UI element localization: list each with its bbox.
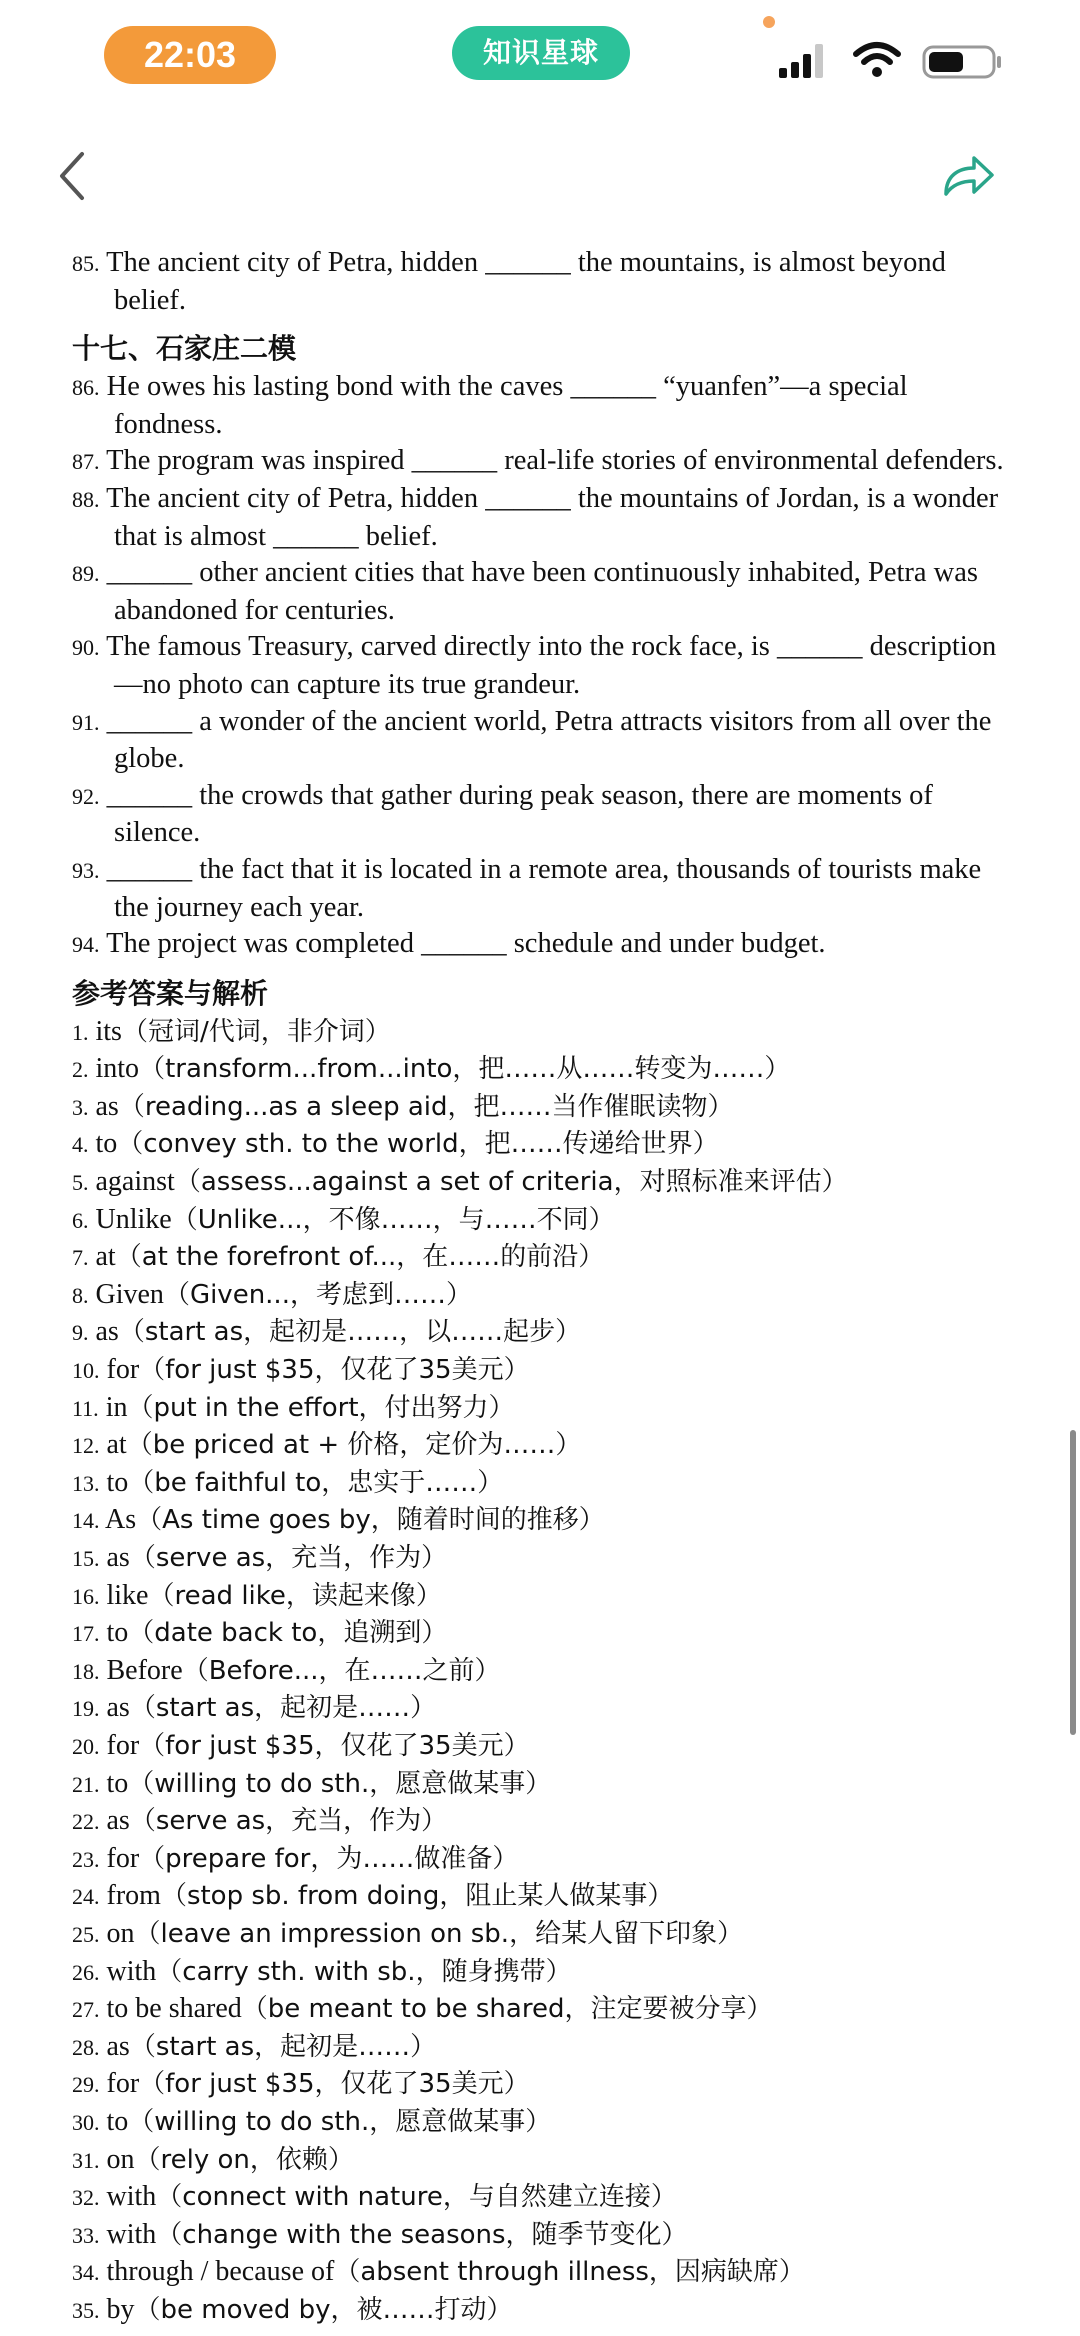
answer-number: 5. [72, 1170, 89, 1196]
answer-item [72, 1126, 1022, 1164]
answer-explanation: （connect with nature，与自然建立连接） [156, 2182, 677, 2213]
answer-explanation: （start as，起初是……，以……起步） [118, 1317, 582, 1348]
answer-word: through / because of [106, 2256, 335, 2288]
answer-item [72, 1653, 1022, 1691]
answer-explanation: （put in the effort，付出努力） [127, 1392, 515, 1423]
answer-number: 27. [72, 1997, 100, 2023]
question-number: 91. [72, 709, 100, 735]
answer-word: As [104, 1504, 137, 1536]
answer-item [72, 1352, 1022, 1390]
question-text: The ancient city of Petra, hidden ______ the mountains of Jordan, is a wonder that is almost ______ belief. [106, 482, 999, 552]
document-content [72, 245, 1022, 2329]
question-text: ______ the crowds that gather during peak season, there are moments of silence. [106, 779, 933, 849]
answer-number: 34. [72, 2260, 100, 2286]
answer-number: 25. [72, 1921, 100, 1947]
answer-word: its [95, 1015, 122, 1047]
question-item [72, 629, 1022, 703]
answer-word: in [105, 1391, 128, 1423]
answer-word: to [106, 1767, 129, 1799]
answer-word: as [106, 2030, 130, 2062]
answer-number: 13. [72, 1470, 100, 1496]
answer-number: 33. [72, 2222, 100, 2248]
answer-item [72, 1728, 1022, 1766]
answer-word: like [106, 1579, 149, 1611]
question-number: 87. [72, 449, 100, 475]
answer-number: 29. [72, 2072, 100, 2098]
answer-number: 10. [72, 1358, 100, 1384]
answer-word: for [106, 2068, 140, 2100]
answer-number: 11. [72, 1395, 99, 1421]
answer-number: 23. [72, 1846, 100, 1872]
answer-number: 3. [72, 1094, 89, 1120]
answer-item [72, 1615, 1022, 1653]
answer-explanation: （for just $35，仅花了35美元） [139, 1355, 530, 1386]
answer-number: 18. [72, 1658, 100, 1684]
answer-item [72, 2254, 1022, 2292]
question-item [72, 369, 1022, 443]
answer-explanation: （absent through illness，因病缺席） [334, 2257, 805, 2288]
question-item [72, 704, 1022, 778]
recording-dot-indicator [763, 16, 775, 28]
answer-number: 19. [72, 1696, 100, 1722]
answer-explanation: （start as，起初是……） [129, 2031, 437, 2062]
answer-item [72, 2217, 1022, 2255]
answer-item [72, 2292, 1022, 2330]
answer-word: Before [106, 1654, 183, 1686]
answer-word: to [106, 1466, 129, 1498]
answer-explanation: （read like，读起来像） [148, 1580, 442, 1611]
question-text: ______ the fact that it is located in a remote area, thousands of tourists make the journey each year. [106, 853, 982, 923]
answer-word: for [106, 1842, 140, 1874]
answer-explanation: （for just $35，仅花了35美元） [139, 1730, 530, 1761]
answer-number: 6. [72, 1207, 89, 1233]
answer-item [72, 1502, 1022, 1540]
answer-number: 20. [72, 1733, 100, 1759]
answer-explanation: （Before...，在……之前） [182, 1655, 501, 1686]
question-number: 88. [72, 486, 100, 512]
answer-explanation: （willing to do sth.，愿意做某事） [128, 2106, 552, 2137]
answer-number: 35. [72, 2297, 100, 2323]
answer-number: 9. [72, 1320, 89, 1346]
answer-word: to [106, 1617, 129, 1649]
answer-item [72, 1314, 1022, 1352]
answer-number: 17. [72, 1621, 100, 1647]
answer-explanation: （冠词/代词，非介词） [121, 1016, 391, 1047]
answer-word: for [106, 1354, 140, 1386]
answer-item [72, 1916, 1022, 1954]
answer-number: 26. [72, 1959, 100, 1985]
answer-explanation: （reading...as a sleep aid，把……当作催眠读物） [118, 1091, 734, 1122]
answer-item [72, 1202, 1022, 1240]
answer-word: Unlike [95, 1203, 172, 1235]
answer-number: 15. [72, 1546, 100, 1571]
answer-word: to [95, 1128, 118, 1160]
question-number: 94. [72, 932, 100, 958]
answer-word: at [106, 1429, 127, 1461]
answer-explanation: （start as，起初是……） [129, 1693, 437, 1724]
answer-word: with [106, 1955, 157, 1987]
answer-explanation: （be faithful to，忠实于……） [128, 1467, 504, 1498]
answer-word: with [106, 2181, 157, 2213]
question-text: The project was completed ______ schedule and under budget. [106, 928, 826, 960]
answer-explanation: （date back to，追溯到） [128, 1618, 448, 1649]
answer-number: 32. [72, 2185, 100, 2211]
question-text: ______ other ancient cities that have been continuously inhabited, Petra was abandoned for centuries. [106, 557, 979, 626]
answer-word: on [106, 2143, 135, 2175]
answer-word: as [106, 1692, 130, 1724]
answer-word: for [106, 1729, 140, 1761]
answer-item [72, 1089, 1022, 1127]
question-text: He owes his lasting bond with the caves ______ “yuanfen”—a special fondness. [106, 371, 908, 440]
answer-item [72, 1578, 1022, 1616]
answer-explanation: （for just $35，仅花了35美元） [139, 2069, 530, 2100]
question-item [72, 926, 1022, 964]
question-text: ______ a wonder of the ancient world, Petra attracts visitors from all over the globe. [106, 705, 992, 775]
question-text: The program was inspired ______ real-life stories of environmental defenders. [106, 445, 1004, 477]
answer-word: with [106, 2218, 157, 2250]
answer-explanation: （at the forefront of...，在……的前沿） [115, 1242, 605, 1273]
answer-explanation: （carry sth. with sb.，随身携带） [156, 1956, 572, 1987]
answer-word: Given [95, 1278, 164, 1310]
questions-list [72, 369, 1022, 964]
answer-explanation: （stop sb. from doing，阻止某人做某事） [160, 1881, 674, 1912]
wifi-icon [852, 40, 902, 80]
answers-list [72, 1014, 1022, 2330]
answer-number: 30. [72, 2109, 100, 2135]
question-number: 90. [72, 635, 100, 661]
answer-word: on [106, 1917, 135, 1949]
answer-item [72, 1690, 1022, 1728]
answer-item [72, 1277, 1022, 1315]
answer-item [72, 2104, 1022, 2142]
answer-number: 1. [72, 1019, 89, 1045]
question-item [72, 778, 1022, 852]
answer-item [72, 1878, 1022, 1916]
nav-bar [0, 140, 1080, 210]
answer-item [72, 1766, 1022, 1804]
answer-word: as [95, 1090, 119, 1122]
answer-item [72, 1540, 1022, 1578]
answer-number: 8. [72, 1282, 89, 1308]
answer-word: to [106, 2105, 129, 2137]
answer-word: as [106, 1542, 130, 1573]
question-item [72, 443, 1022, 481]
answer-explanation: （prepare for，为……做准备） [139, 1843, 519, 1874]
answer-explanation: （leave an impression on sb.，给某人留下印象） [134, 1918, 744, 1949]
answer-word: against [95, 1166, 175, 1198]
question-item [72, 852, 1022, 926]
section-heading: 十七、石家庄二模 [72, 332, 297, 366]
back-chevron-icon[interactable] [52, 148, 92, 204]
answer-word: as [95, 1316, 119, 1348]
answer-item [72, 1014, 1022, 1052]
question-item [72, 555, 1022, 629]
answer-word: at [95, 1241, 116, 1273]
answer-item [72, 2179, 1022, 2217]
answer-number: 21. [72, 1771, 100, 1797]
answer-number: 14. [72, 1508, 100, 1534]
answer-number: 16. [72, 1583, 100, 1609]
answer-explanation: （Given...，考虑到……） [163, 1279, 472, 1310]
answer-number: 2. [72, 1057, 89, 1083]
scrollbar[interactable] [1070, 1430, 1076, 1735]
answer-item [72, 1803, 1022, 1841]
answer-number: 12. [72, 1433, 100, 1459]
answer-word: to be shared [106, 1993, 242, 2025]
question-number: 86. [72, 375, 100, 401]
answer-explanation: （serve as，充当，作为） [129, 1543, 448, 1573]
answer-explanation: （convey sth. to the world，把……传递给世界） [117, 1129, 719, 1160]
answer-explanation: （be meant to be shared，注定要被分享） [241, 1994, 773, 2025]
questions-top [72, 245, 1022, 319]
answer-item [72, 2142, 1022, 2180]
answer-item [72, 1390, 1022, 1428]
answer-explanation: （be priced at + 价格，定价为……） [126, 1430, 582, 1461]
answer-explanation: （rely on，依赖） [134, 2144, 354, 2175]
question-number: 85. [72, 251, 100, 276]
answer-number: 31. [72, 2147, 100, 2173]
answer-word: into [95, 1053, 140, 1085]
answer-item [72, 1239, 1022, 1277]
answer-item [72, 1051, 1022, 1089]
answer-explanation: （As time goes by，随着时间的推移） [136, 1505, 605, 1536]
answer-explanation: （assess...against a set of criteria，对照标准来评估） [174, 1167, 848, 1198]
answer-item [72, 1954, 1022, 1992]
answer-number: 22. [72, 1809, 100, 1835]
answer-item [72, 1841, 1022, 1879]
question-text: The famous Treasury, carved directly into the rock face, is ______ description—no photo can capture its true grandeur. [106, 631, 997, 700]
answer-number: 7. [72, 1245, 89, 1271]
answer-explanation: （be moved by，被……打动） [134, 2294, 513, 2325]
question-text: The ancient city of Petra, hidden ______ the mountains, is almost beyond belief. [106, 247, 946, 316]
question-number: 92. [72, 783, 100, 809]
answer-number: 28. [72, 2034, 100, 2060]
answer-item [72, 1465, 1022, 1503]
answer-explanation: （change with the seasons，随季节变化） [156, 2219, 688, 2250]
status-bar [0, 0, 1080, 120]
battery-icon [922, 44, 1004, 80]
answer-explanation: （serve as，充当，作为） [129, 1806, 448, 1837]
answer-number: 4. [72, 1132, 89, 1158]
answer-item [72, 1427, 1022, 1465]
answer-number: 24. [72, 1884, 100, 1910]
answer-word: by [106, 2293, 135, 2325]
answer-explanation: （Unlike...，不像……，与……不同） [171, 1204, 615, 1235]
share-arrow-icon[interactable] [940, 150, 996, 200]
answer-item [72, 1991, 1022, 2029]
answer-item [72, 2066, 1022, 2104]
answer-item [72, 1164, 1022, 1202]
answer-item [72, 2029, 1022, 2067]
status-time: 22:03 [104, 26, 276, 84]
question-number: 89. [72, 561, 100, 587]
question-item [72, 481, 1022, 555]
answer-explanation: （transform...from...into，把……从……转变为……） [139, 1054, 791, 1085]
answer-word: as [106, 1805, 130, 1837]
question-number: 93. [72, 857, 100, 883]
answer-word: from [106, 1880, 161, 1912]
question-item [72, 245, 1022, 319]
answer-explanation: （willing to do sth.，愿意做某事） [128, 1768, 552, 1799]
answers-heading: 参考答案与解析 [72, 976, 269, 1010]
signal-icon [777, 40, 837, 80]
app-name-badge[interactable]: 知识星球 [452, 26, 630, 80]
